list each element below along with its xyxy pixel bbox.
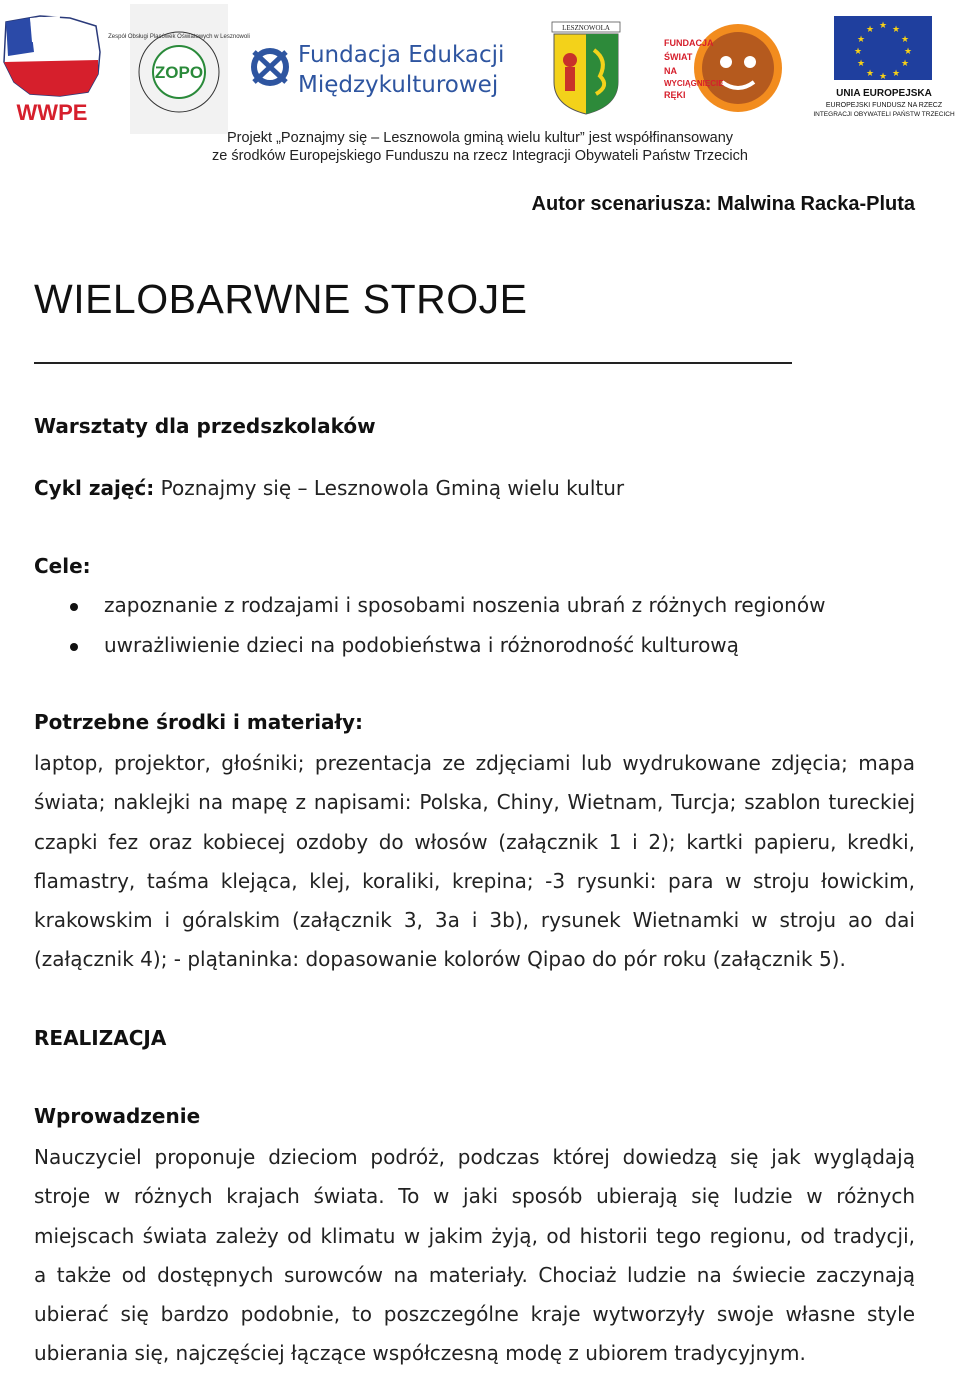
- realizacja-heading: REALIZACJA: [34, 1026, 167, 1050]
- goal-item: zapoznanie z rodzajami i sposobami noszenia ubrań z różnych regionów: [104, 593, 826, 617]
- svg-text:★: ★: [878, 72, 888, 82]
- fundacja-edukacji-logo: [244, 32, 534, 102]
- svg-text:★: ★: [853, 47, 863, 57]
- fundacja-swiat-na-wyciagniecie-reki-logo: [660, 18, 786, 120]
- bullet-icon: [70, 603, 78, 611]
- svg-text:★: ★: [891, 69, 901, 79]
- author-line: Autor scenariusza: Malwina Racka-Pluta: [531, 193, 915, 215]
- svg-text:WYCIĄGNIĘCIE: WYCIĄGNIĘCIE: [664, 79, 724, 88]
- svg-text:WWPE: WWPE: [16, 100, 88, 125]
- lesznowola-coat-of-arms: [550, 20, 622, 116]
- intro-line: stroje w różnych krajach świata. To w jaki sposób ubierają się ludzie w różnych: [34, 1184, 915, 1209]
- svg-text:EUROPEJSKI FUNDUSZ NA RZECZ: EUROPEJSKI FUNDUSZ NA RZECZ: [825, 102, 943, 109]
- svg-text:★: ★: [900, 59, 910, 69]
- svg-text:★: ★: [900, 35, 910, 45]
- svg-text:RĘKI: RĘKI: [664, 90, 686, 100]
- materials-line: flamastry, taśma klejąca, klej, koraliki, krepina; -3 rysunki: para w stroju łowickim,: [34, 868, 915, 893]
- eu-flag-logo: [808, 14, 960, 120]
- materials-line: świata; naklejki na mapę z napisami: Polska, Chiny, Wietnam, Turcja; szablon tureckiej: [34, 790, 915, 815]
- svg-text:★: ★: [891, 25, 901, 35]
- svg-text:★: ★: [903, 47, 913, 57]
- svg-text:★: ★: [856, 59, 866, 69]
- svg-text:UNIA EUROPEJSKA: UNIA EUROPEJSKA: [836, 88, 932, 99]
- svg-text:INTEGRACJI OBYWATELI PAŃSTW TR: INTEGRACJI OBYWATELI PAŃSTW TRZECICH: [813, 111, 955, 118]
- svg-text:Zespół Obsługi Placówek Oświat: Zespół Obsługi Placówek Oświatowych w Lesznowoli: [108, 34, 250, 40]
- svg-text:Fundacja Edukacji: Fundacja Edukacji: [298, 42, 505, 68]
- svg-text:ŚWIAT: ŚWIAT: [664, 52, 693, 62]
- intro-line: ubierać się bardzo podobnie, to poszczególne kraje wytworzyły swoje własne style: [34, 1302, 915, 1327]
- materials-line: krakowskim i góralskim (załącznik 3, 3a i 3b), rysunek Wietnamki w stroju ao dai: [34, 908, 915, 933]
- svg-text:★: ★: [856, 35, 866, 45]
- materials-line: czapki fez oraz kobiecej ozdoby do włosów (załącznik 1 i 2); kartki papieru, kredki,: [34, 829, 915, 854]
- zopo-logo: [108, 4, 250, 134]
- subtitle: Warsztaty dla przedszkolaków: [34, 414, 376, 438]
- cycle-label: Cykl zajęć:: [34, 476, 155, 500]
- svg-text:LESZNOWOLA: LESZNOWOLA: [562, 24, 610, 32]
- cycle-line: [34, 476, 624, 500]
- intro-line: a także od dostępnych surowców na materiały. Chociaż ludzie na świecie zaczynają: [34, 1262, 915, 1287]
- svg-text:FUNDACJA: FUNDACJA: [664, 38, 714, 48]
- bullet-icon: [70, 643, 78, 651]
- svg-text:★: ★: [878, 21, 888, 31]
- svg-text:★: ★: [865, 25, 875, 35]
- project-info-line-1: Projekt „Poznajmy się – Lesznowola gminą wielu kultur” jest współfinansowany: [226, 130, 734, 146]
- goal-item: uwrażliwienie dzieci na podobieństwa i różnorodność kulturową: [104, 633, 739, 657]
- intro-paragraph: [34, 1138, 915, 1374]
- intro-line: Nauczyciel proponuje dzieciom podróż, podczas której dowiedzą się jak wyglądają: [34, 1145, 915, 1169]
- materials-paragraph: [34, 744, 915, 980]
- intro-line: ubierania się, najczęściej łączące współczesną modę z ubiorem tradycyjnym.: [34, 1341, 806, 1366]
- wwpe-logo: [0, 12, 106, 124]
- intro-line: miejscach świata zależy od klimatu w jakim żyją, od historii tego regionu, od tradycji,: [34, 1223, 915, 1248]
- materials-line: laptop, projektor, głośniki; prezentacja ze zdjęciami lub wydrukowane zdjęcia; mapa: [34, 751, 915, 775]
- project-info-line-2: ze środków Europejskiego Funduszu na rzecz Integracji Obywateli Państw Trzecich: [212, 148, 748, 164]
- svg-text:★: ★: [865, 69, 875, 79]
- svg-text:Międzykulturowej: Międzykulturowej: [298, 72, 499, 98]
- document-title: WIELOBARWNE STROJE: [34, 276, 528, 322]
- title-underline: [34, 362, 792, 364]
- cycle-value: Poznajmy się – Lesznowola Gminą wielu kultur: [154, 476, 625, 500]
- goals-label: Cele:: [34, 554, 91, 578]
- intro-heading: Wprowadzenie: [34, 1104, 201, 1128]
- materials-label: Potrzebne środki i materiały:: [34, 710, 364, 734]
- materials-line: (załącznik 4); - plątaninka: dopasowanie kolorów Qipao do pór roku (załącznik 5).: [34, 947, 846, 972]
- svg-text:NA: NA: [664, 66, 677, 76]
- svg-text:ZOPO: ZOPO: [154, 63, 204, 82]
